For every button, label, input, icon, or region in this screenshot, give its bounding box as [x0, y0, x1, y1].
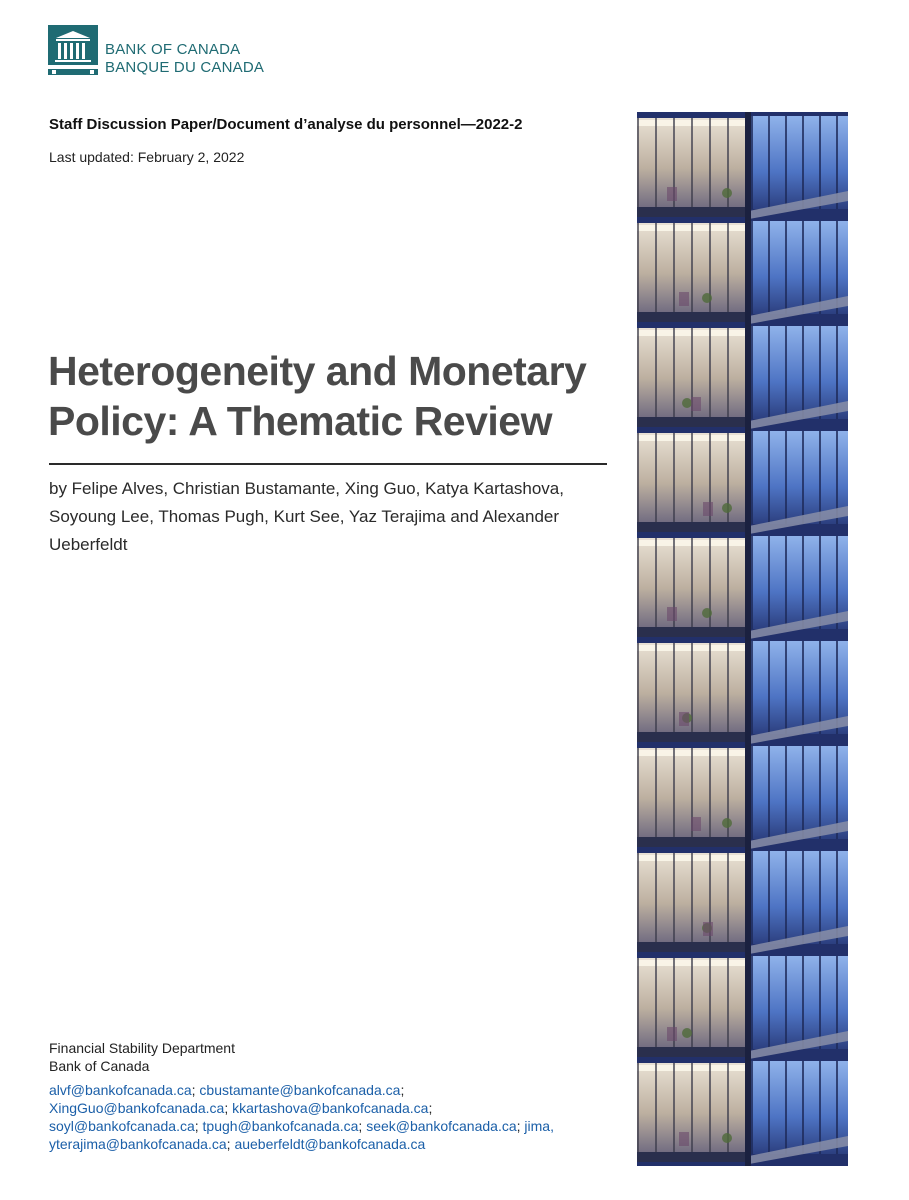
bank-logo: [48, 25, 278, 79]
cover-building-photo: [637, 112, 848, 1166]
email-link[interactable]: tpugh@bankofcanada.ca: [202, 1118, 359, 1134]
bank-building-logo-icon: [48, 25, 98, 77]
author-emails: alvf@bankofcanada.ca; cbustamante@bankofcanada.ca; XingGuo@bankofcanada.ca; kkartashova@bankofcanada.ca; soyl@bankofcanada.ca; tpugh@bankofcanada.ca; seek@bankofcanada.ca; jima, yterajima@bankofcanada.ca; aueberfeldt@bankofcanada.ca: [49, 1082, 554, 1152]
email-link[interactable]: cbustamante@bankofcanada.ca: [199, 1082, 401, 1098]
email-link[interactable]: alvf@bankofcanada.ca: [49, 1082, 192, 1098]
bank-logo-wordmark: [105, 41, 264, 77]
affiliation: [49, 1039, 235, 1075]
department-name: Financial Stability Department: [49, 1040, 235, 1056]
email-link[interactable]: soyl@bankofcanada.ca: [49, 1118, 195, 1134]
paper-series: Staff Discussion Paper/Document d’analyse du personnel—2022-2: [49, 116, 523, 133]
logo-french-name: BANQUE DU CANADA: [105, 59, 265, 76]
email-link[interactable]: yterajima@bankofcanada.ca: [49, 1136, 227, 1152]
author-list: by Felipe Alves, Christian Bustamante, Xing Guo, Katya Kartashova, Soyoung Lee, Thomas Pugh, Kurt See, Yaz Terajima and Alexander Ueberfeldt: [49, 479, 564, 554]
title-line-1: Heterogeneity and Monetary: [48, 348, 587, 394]
institution-name: Bank of Canada: [49, 1058, 150, 1074]
title-divider: [49, 463, 607, 465]
email-link[interactable]: kkartashova@bankofcanada.ca: [232, 1100, 429, 1116]
title-line-2: Policy: A Thematic Review: [48, 398, 552, 444]
paper-title: [48, 346, 608, 446]
email-link[interactable]: XingGuo@bankofcanada.ca: [49, 1100, 225, 1116]
email-link[interactable]: jima,: [524, 1118, 554, 1134]
email-link[interactable]: aueberfeldt@bankofcanada.ca: [234, 1136, 426, 1152]
email-link[interactable]: seek@bankofcanada.ca: [366, 1118, 517, 1134]
logo-english-name: BANK OF CANADA: [105, 41, 241, 58]
last-updated-date: Last updated: February 2, 2022: [49, 149, 245, 165]
glass-tower-illustration: [637, 112, 848, 1166]
